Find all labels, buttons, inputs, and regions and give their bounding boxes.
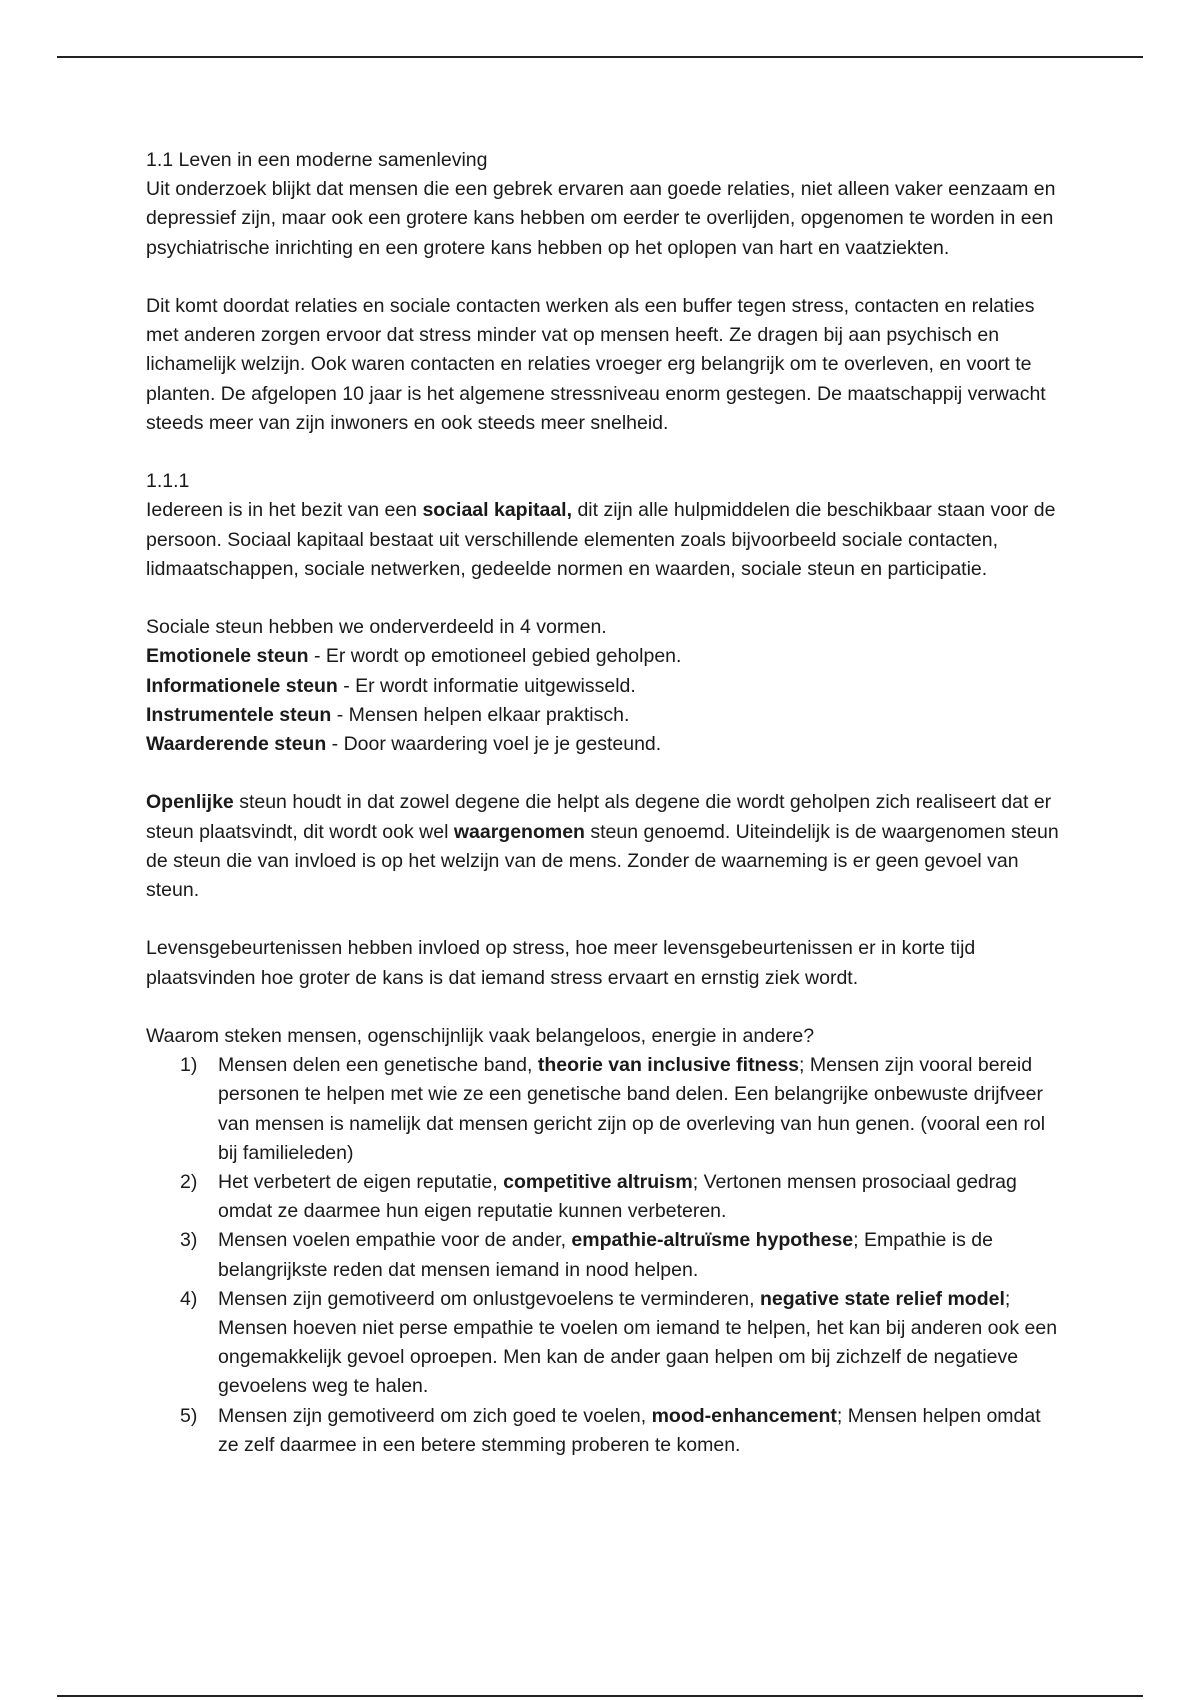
support-type xyxy=(146,642,1066,671)
section-heading: 1.1 Leven in een moderne samenleving xyxy=(146,149,488,171)
text: steun houdt in dat zowel degene die helpt als degene die wordt geholpen zich realiseert dat er steun plaatsvindt, dit wordt ook wel xyxy=(146,791,1052,843)
reason-term: theorie van inclusive fitness xyxy=(537,1054,800,1077)
text: Iedereen is in het bezit van een xyxy=(146,499,423,522)
support-types-list xyxy=(146,642,1066,759)
text: Mensen zijn gemotiveerd om onlustgevoelens te verminderen, xyxy=(218,1287,760,1310)
top-rule xyxy=(57,56,1143,58)
text: Mensen voelen empathie voor de ander, xyxy=(218,1229,572,1252)
text: Het verbetert de eigen reputatie, xyxy=(218,1171,504,1194)
list-number: 1) xyxy=(180,1054,198,1077)
list-number: 2) xyxy=(180,1171,198,1194)
paragraph-relations: Uit onderzoek blijkt dat mensen die een gebrek ervaren aan goede relaties, niet alleen vaker eenzaam en depressief zijn, maar ook een grotere kans hebben om eerder te overlijden, opgenomen te worden in een psychiatrische inrichting en een grotere kans hebben op het oplopen van hart en vaatziekten. xyxy=(146,178,1056,259)
paragraph-open-support xyxy=(146,788,1066,905)
reason-term: empathie-altruïsme hypothese xyxy=(571,1229,854,1252)
reason-term: mood-enhancement xyxy=(651,1404,837,1427)
support-type xyxy=(146,730,1066,759)
reason-term: competitive altruism xyxy=(503,1171,693,1194)
support-term: Waarderende steun xyxy=(146,733,327,756)
subsection-heading: 1.1.1 xyxy=(146,470,190,493)
support-term: Emotionele steun xyxy=(146,645,309,668)
list-number: 4) xyxy=(180,1287,198,1310)
list-item xyxy=(146,1402,1066,1460)
text: steun genoemd. Uiteindelijk is de waargenomen steun de steun die van invloed is op het welzijn van de mens. Zonder de waarneming is er geen gevoel van steun. xyxy=(146,820,1059,902)
text: Mensen zijn gemotiveerd om zich goed te voelen, xyxy=(218,1404,652,1427)
paragraph-social-capital xyxy=(146,496,1066,584)
support-desc: - Mensen helpen elkaar praktisch. xyxy=(331,703,630,726)
text: Mensen delen een genetische band, xyxy=(218,1054,538,1077)
reasons-list xyxy=(146,1051,1066,1460)
term-social-capital: sociaal kapitaal, xyxy=(422,499,573,522)
list-number: 3) xyxy=(180,1229,198,1252)
list-item xyxy=(146,1168,1066,1226)
support-term: Informationele steun xyxy=(146,674,338,697)
support-desc: - Er wordt informatie uitgewisseld. xyxy=(337,674,636,697)
list-item xyxy=(146,1226,1066,1284)
list-item xyxy=(146,1051,1066,1168)
term-openlijke: Openlijke xyxy=(146,791,234,814)
question: Waarom steken mensen, ogenschijnlijk vaak belangeloos, energie in andere? xyxy=(146,1025,815,1047)
support-term: Instrumentele steun xyxy=(146,703,332,726)
text: ; Empathie is de belangrijkste reden dat mensen iemand in nood helpen. xyxy=(218,1229,993,1281)
text: ; Mensen helpen omdat ze zelf daarmee in een betere stemming proberen te komen. xyxy=(218,1404,1041,1456)
text: ; Mensen zijn vooral bereid personen te helpen met wie ze een genetische band delen. Een belangrijke onbewuste drijfveer van mensen is namelijk dat mensen gericht zijn op de overleving van hun genen. (vooral een rol bij familieleden) xyxy=(218,1054,1046,1164)
support-desc: - Door waardering voel je je gesteund. xyxy=(326,733,662,756)
reason-term: negative state relief model xyxy=(759,1287,1005,1310)
document-body xyxy=(146,146,1066,1460)
support-type xyxy=(146,672,1066,701)
text: dit zijn alle hulpmiddelen die beschikbaar staan voor de persoon. Sociaal kapitaal bestaat uit verschillende elementen zoals bijvoorbeeld sociale contacten, lidmaatschappen, sociale netwerken, gedeelde normen en waarden, sociale steun en participatie. xyxy=(146,499,1056,580)
paragraph-stress-buffer: Dit komt doordat relaties en sociale contacten werken als een buffer tegen stress, contacten en relaties met anderen zorgen ervoor dat stress minder vat op mensen heeft. Ze dragen bij aan psychisch en lichamelijk welzijn. Ook waren contacten en relaties vroeger erg belangrijk om te overleven, en voort te planten. De afgelopen 10 jaar is het algemene stressniveau enorm gestegen. De maatschappij verwacht steeds meer van zijn inwoners en ook steeds meer snelheid. xyxy=(146,295,1046,434)
term-waargenomen: waargenomen xyxy=(453,820,585,843)
paragraph-life-events: Levensgebeurtenissen hebben invloed op stress, hoe meer levensgebeurtenissen er in korte tijd plaatsvinden hoe groter de kans is dat iemand stress ervaart en ernstig ziek wordt. xyxy=(146,937,976,989)
text: ; Vertonen mensen prosociaal gedrag omdat ze daarmee hun eigen reputatie kunnen verbeteren. xyxy=(218,1171,1017,1223)
support-intro: Sociale steun hebben we onderverdeeld in 4 vormen. xyxy=(146,616,607,639)
list-number: 5) xyxy=(180,1404,198,1427)
list-item xyxy=(146,1285,1066,1402)
support-type xyxy=(146,701,1066,730)
support-desc: - Er wordt op emotioneel gebied geholpen. xyxy=(308,645,682,668)
text: ; Mensen hoeven niet perse empathie te voelen om iemand te helpen, het kan bij anderen ook een ongemakkelijk gevoel oproepen. Men kan de ander gaan helpen om bij zichzelf de negatieve gevoelens weg te halen. xyxy=(218,1287,1058,1398)
bottom-rule xyxy=(57,1695,1143,1697)
